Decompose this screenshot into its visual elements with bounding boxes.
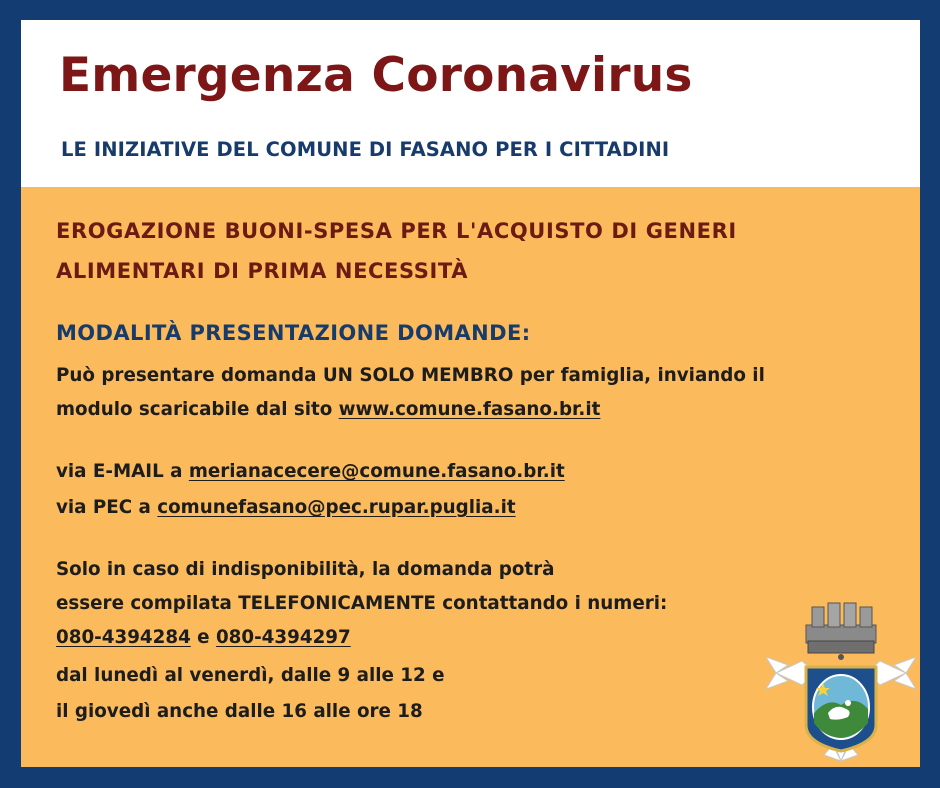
email-label: via E-MAIL a	[56, 461, 189, 482]
text-emphasis: TELEFONICAMENTE	[238, 593, 436, 614]
section-heading-line-2: ALIMENTARI DI PRIMA NECESSITÀ	[56, 259, 469, 283]
section-heading-line-1: EROGAZIONE BUONI-SPESA PER L'ACQUISTO DI GENERI	[56, 219, 737, 243]
text-segment: e	[190, 627, 216, 648]
modalita-heading: MODALITÀ PRESENTAZIONE DOMANDE:	[56, 321, 531, 345]
text-emphasis: UN SOLO MEMBRO	[322, 365, 514, 386]
modalita-paragraph-line-1	[56, 364, 765, 388]
phone-number-2[interactable]: 080-4394297	[215, 627, 351, 648]
pec-link[interactable]: comunefasano@pec.rupar.puglia.it	[157, 497, 516, 518]
fasano-coat-of-arms-icon	[766, 585, 916, 763]
phone-number-1[interactable]: 080-4394284	[56, 627, 191, 648]
pec-label: via PEC a	[56, 497, 158, 518]
email-link[interactable]: merianacecere@comune.fasano.br.it	[188, 461, 565, 482]
email-contact-line	[56, 460, 565, 484]
page-title: Emergenza Coronavirus	[59, 48, 693, 103]
modalita-paragraph-line-2	[56, 398, 600, 422]
header-band	[21, 20, 920, 187]
text-segment: Può presentare domanda	[56, 365, 323, 386]
pec-contact-line	[56, 496, 516, 520]
poster-frame	[21, 20, 920, 767]
text-segment: essere compilata	[56, 593, 239, 614]
phone-numbers-line	[56, 626, 351, 650]
page-subtitle: LE INIZIATIVE DEL COMUNE DI FASANO PER I CITTADINI	[61, 138, 670, 161]
text-segment: contattando i numeri:	[435, 593, 668, 614]
phone-info-line-1: Solo in caso di indisponibilità, la domanda potrà	[56, 559, 555, 580]
website-link[interactable]: www.comune.fasano.br.it	[338, 399, 601, 420]
text-segment: per famiglia, inviando il	[513, 365, 765, 386]
phone-info-line-4: dal lunedì al venerdì, dalle 9 alle 12 e	[56, 665, 445, 686]
phone-info-line-2	[56, 592, 667, 616]
phone-info-line-5: il giovedì anche dalle 16 alle ore 18	[56, 701, 423, 722]
text-segment: modulo scaricabile dal sito	[56, 399, 339, 420]
